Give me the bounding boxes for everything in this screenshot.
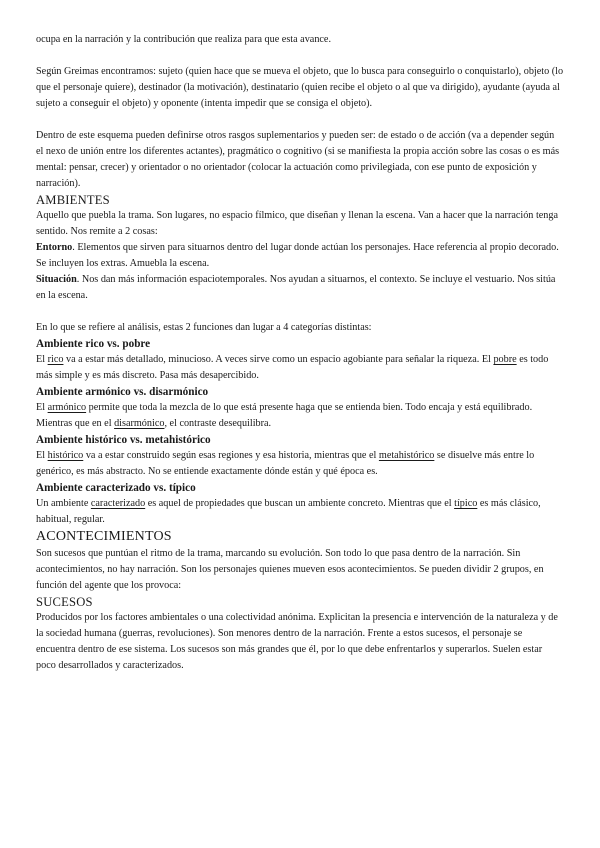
armonico-paragraph	[36, 400, 564, 432]
term-metahistorico: metahistórico	[378, 450, 435, 461]
categorias-paragraph: En lo que se refiere al análisis, estas 2 funciones dan lugar a 4 categorías distintas:	[36, 322, 372, 333]
historico-heading: Ambiente histórico vs. metahistórico	[36, 434, 211, 446]
term-historico: histórico	[47, 450, 84, 461]
historico-paragraph	[36, 448, 564, 480]
intro-tail-paragraph: ocupa en la narración y la contribución que realiza para que esta avance.	[36, 34, 331, 45]
entorno-label: Entorno	[36, 242, 73, 253]
rico-pobre-paragraph	[36, 352, 564, 384]
text-run: El	[36, 402, 48, 413]
acontecimientos-heading: ACONTECIMIENTOS	[36, 529, 172, 544]
rasgos-paragraph: Dentro de este esquema pueden definirse otros rasgos suplementarios y pueden ser: de estado o de acción (va a depender según el nexo de unión entre los diferentes actantes), pragmático o cognitivo (si se manifiesta la propia acción sobre las cosas o es más mental: pensar, crecer) y orientador o no orientador (colocar la actuación como privilegiada, con ese punto de exposición y narración).	[36, 130, 560, 189]
term-caracterizado: caracterizado	[90, 498, 146, 509]
term-armonico: armónico	[47, 402, 87, 413]
term-rico: rico	[47, 354, 64, 365]
ambientes-heading: AMBIENTES	[36, 193, 110, 207]
text-run: va a estar construido según esas regiones y esa historia, mientras que el	[83, 450, 379, 461]
term-disarmonico: disarmónico	[114, 418, 165, 429]
text-run: es aquel de propiedades que buscan un ambiente concreto. Mientras que el	[145, 498, 455, 509]
ambientes-paragraph: Aquello que puebla la trama. Son lugares, no espacio fílmico, que diseñan y llenan la escena. Van a hacer que la narración tenga sentido. Nos remite a 2 cosas:	[36, 210, 559, 237]
text-run: es más clásico, habitual, regular.	[36, 498, 541, 525]
text-run: permite que toda la mezcla de lo que está presente haga que se entienda bien. Todo encaja y está equilibrado. Mientras que en el	[36, 402, 533, 429]
entorno-text: . Elementos que sirven para situarnos dentro del lugar donde actúan los personajes. Hace referencia al propio decorado. Se incluyen los extras. Amuebla la escena.	[36, 242, 559, 269]
acontecimientos-paragraph: Son sucesos que puntúan el ritmo de la trama, marcando su evolución. Son todo lo que pasa dentro de la narración. Sin acontecimientos, no hay narración. Son los personajes quienes mueven esos acontecimientos. Se pueden dividir 2 grupos, en función del agente que los provoca:	[36, 548, 544, 591]
term-tipico: típico	[454, 498, 478, 509]
text-run: El	[36, 354, 48, 365]
armonico-heading: Ambiente armónico vs. disarmónico	[36, 386, 209, 398]
entorno-paragraph	[36, 240, 564, 272]
situacion-paragraph	[36, 272, 564, 304]
text-run: es todo más simple y es más discreto. Pasa más desapercibido.	[36, 354, 549, 381]
sucesos-heading: SUCESOS	[36, 595, 93, 609]
text-run: va a estar más detallado, minucioso. A veces sirve como un espacio agobiante para señalar la riqueza. El	[63, 354, 494, 365]
caracterizado-heading: Ambiente caracterizado vs. típico	[36, 482, 196, 494]
caracterizado-paragraph	[36, 496, 564, 528]
rico-pobre-heading: Ambiente rico vs. pobre	[36, 338, 151, 350]
greimas-paragraph: Según Greimas encontramos: sujeto (quien hace que se mueva el objeto, que lo busca para conseguirlo o conquistarlo), objeto (lo que el personaje quiere), destinador (la motivación), destinatario (quien recibe el objeto o al que va dirigido), ayudante (ayuda al sujeto a conseguir el objeto) y oponente (intenta impedir que se consiga el objeto).	[36, 66, 564, 109]
text-run: , el contraste desequilibra.	[164, 418, 272, 429]
sucesos-paragraph: Producidos por los factores ambientales o una colectividad anónima. Explicitan la presencia e intervención de la naturaleza y de la sociedad humana (guerras, revoluciones). Son menores dentro de la narración. Frente a estos sucesos, el personaje se encuentra dentro de ese sistema. Los sucesos son más grandes que él, por lo que debe enfrentarlos y superarlos. Suelen estar poco desarrollados y caracterizados.	[36, 612, 558, 671]
text-run: Un ambiente	[36, 498, 91, 509]
text-run: El	[36, 450, 48, 461]
situacion-text: . Nos dan más información espaciotemporales. Nos ayudan a situarnos, el contexto. Se incluye el vestuario. Nos sitúa en la escena.	[36, 274, 556, 301]
text-run: se disuelve más entre lo genérico, es más abstracto. No se entiende exactamente dónde están y qué época es.	[36, 450, 535, 477]
situacion-label: Situación	[36, 274, 77, 285]
term-pobre: pobre	[493, 354, 517, 365]
